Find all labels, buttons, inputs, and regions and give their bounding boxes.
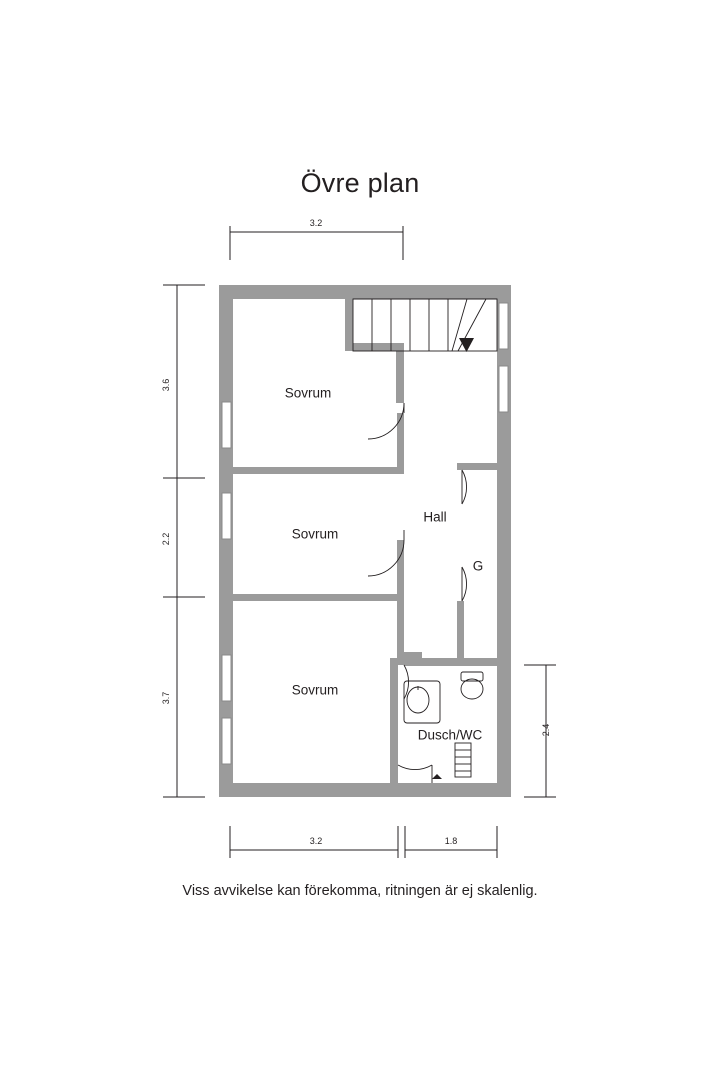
- room-label-garderob: G: [472, 558, 484, 574]
- page-title: Övre plan: [300, 168, 420, 198]
- dimension-label-left-1: 3.6: [161, 378, 171, 392]
- dimension-label-bottom-1: 3.2: [309, 836, 323, 846]
- dimension-label-left-2: 2.2: [161, 532, 171, 546]
- dimension-right: [524, 665, 556, 797]
- interior-walls: [233, 299, 511, 784]
- dimension-label-bottom-2: 1.8: [444, 836, 458, 846]
- room-label-sovrum-2: Sovrum: [291, 526, 339, 542]
- dimension-top: [230, 226, 403, 260]
- doors: [368, 403, 467, 783]
- room-label-sovrum-1: Sovrum: [284, 385, 332, 401]
- room-label-sovrum-3: Sovrum: [291, 682, 339, 698]
- bathroom-fixtures: [404, 672, 483, 779]
- windows: [222, 303, 508, 764]
- dimension-label-right-1: 2.4: [541, 723, 551, 737]
- dimension-label-left-3: 3.7: [161, 691, 171, 705]
- room-label-hall: Hall: [423, 509, 447, 525]
- dimension-label-top-1: 3.2: [309, 218, 323, 228]
- room-label-dusch-wc: Dusch/WC: [417, 727, 483, 743]
- disclaimer-note: Viss avvikelse kan förekomma, ritningen är ej skalenlig.: [182, 883, 538, 899]
- exterior-walls: [219, 285, 511, 797]
